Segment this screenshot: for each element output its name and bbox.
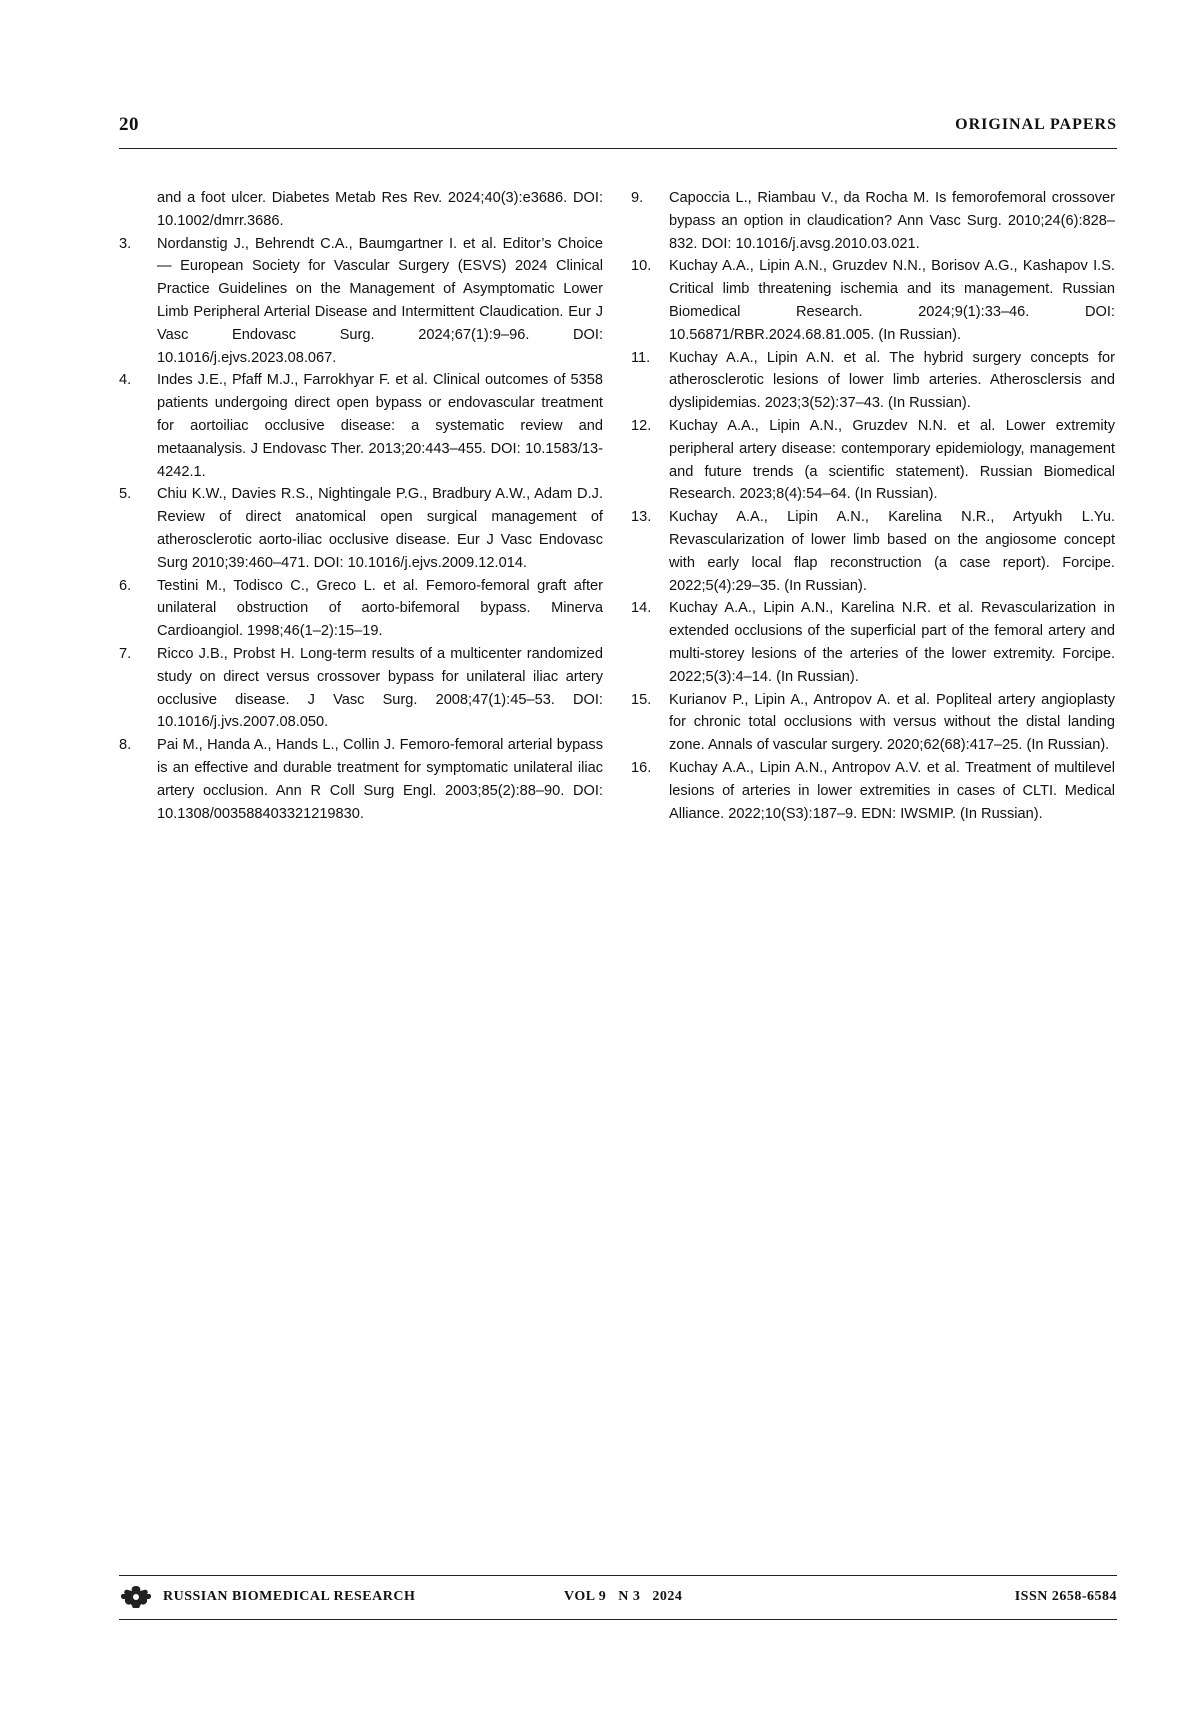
reference-item bbox=[631, 347, 1115, 415]
references-left-column bbox=[119, 187, 603, 825]
references-right-column bbox=[631, 187, 1115, 825]
reference-number: 7. bbox=[119, 645, 132, 662]
reference-number: 11. bbox=[631, 349, 651, 366]
reference-item bbox=[119, 575, 603, 643]
reference-item bbox=[631, 757, 1115, 825]
section-title: ORIGINAL PAPERS bbox=[955, 116, 1117, 133]
reference-text: Pai M., Handa A., Hands L., Collin J. Femoro-femoral arterial bypass is an effective and durable treatment for symptomatic unilateral iliac artery occlusion. Ann R Coll Surg Engl. 2003;85(2):88–90. DOI: 10.1308/003588403321219830. bbox=[157, 737, 603, 822]
reference-number: 16. bbox=[631, 759, 652, 776]
reference-text: Kurianov P., Lipin A., Antropov A. et al. Popliteal artery angioplasty for chronic total occlusions with versus without the distal landing zone. Annals of vascular surgery. 2020;62(68):417–25. (In Russian). bbox=[669, 691, 1115, 754]
reference-text: Kuchay A.A., Lipin A.N., Antropov A.V. et al. Treatment of multilevel lesions of arteries in lower extremities in cases of CLTI. Medical Alliance. 2022;10(S3):187–9. EDN: IWSMIP. (In Russian). bbox=[669, 759, 1115, 822]
reference-number: 6. bbox=[119, 577, 132, 594]
reference-text: Ricco J.B., Probst H. Long-term results of a multicenter randomized study on direct versus crossover bypass for unilateral iliac artery occlusive disease. J Vasc Surg. 2008;47(1):45–53. DOI: 10.1016/j.jvs.2007.08.050. bbox=[157, 645, 603, 731]
reference-text: Chiu K.W., Davies R.S., Nightingale P.G., Bradbury A.W., Adam D.J. Review of direct anatomical open surgical management of atherosclerotic aorto-iliac occlusive disease. Eur J Vasc Endovasc Surg 2010;39:460–471. DOI: 10.1016/j.ejvs.2009.12.014. bbox=[157, 486, 603, 571]
journal-emblem-icon bbox=[119, 1584, 153, 1610]
reference-text: Testini M., Todisco C., Greco L. et al. Femoro-femoral graft after unilateral obstruction of aorto-bifemoral bypass. Minerva Cardioangiol. 1998;46(1–2):15–19. bbox=[157, 577, 603, 640]
reference-number: 8. bbox=[119, 737, 132, 754]
reference-number: 13. bbox=[631, 509, 652, 526]
reference-item bbox=[119, 369, 603, 483]
reference-text: Indes J.E., Pfaff M.J., Farrokhyar F. et al. Clinical outcomes of 5358 patients undergoing direct open bypass or endovascular treatment for aortoiliac occlusive disease: a systematic review and metaanalysis. J Endovasc Ther. 2013;20:443–455. DOI: 10.1583/13-4242.1. bbox=[157, 372, 603, 480]
reference-number: 4. bbox=[119, 372, 132, 389]
reference-text: Capoccia L., Riambau V., da Rocha M. Is femorofemoral crossover bypass an option in claudication? Ann Vasc Surg. 2010;24(6):828–832. DOI: 10.1016/j.avsg.2010.03.021. bbox=[669, 190, 1115, 252]
reference-number: 9. bbox=[631, 190, 644, 206]
reference-item bbox=[631, 415, 1115, 506]
reference-number: 12. bbox=[631, 417, 652, 434]
reference-item bbox=[631, 255, 1115, 346]
reference-text: Nordanstig J., Behrendt C.A., Baumgartner I. et al. Editor’s Choice — European Society for Vascular Surgery (ESVS) 2024 Clinical Practice Guidelines on the Management of Asymptomatic Lower Limb Peripheral Arterial Disease and Intermittent Claudication. Eur J Vasc Endovasc Surg. 2024;67(1):9–96. DOI: 10.1016/j.ejvs.2023.08.067. bbox=[157, 235, 603, 366]
reference-item bbox=[119, 734, 603, 825]
reference-item bbox=[631, 689, 1115, 757]
reference-item bbox=[119, 187, 603, 233]
reference-number: 10. bbox=[631, 258, 652, 275]
reference-item bbox=[631, 506, 1115, 597]
reference-text: Kuchay A.A., Lipin A.N., Karelina N.R. et al. Revascularization in extended occlusions of the superficial part of the femoral artery and multi-storey lesions of the arteries of the lower extremity. Forcipe. 2022;5(3):4–14. (In Russian). bbox=[669, 600, 1115, 685]
reference-item bbox=[119, 233, 603, 370]
reference-text: Kuchay A.A., Lipin A.N., Gruzdev N.N., Borisov A.G., Kashapov I.S. Critical limb threatening ischemia and its management. Russian Biomedical Research. 2024;9(1):33–46. DOI: 10.56871/RBR.2024.68.81.005. (In Russian). bbox=[669, 258, 1115, 343]
journal-name: RUSSIAN BIOMEDICAL RESEARCH bbox=[163, 1589, 416, 1604]
running-footer bbox=[119, 1575, 1117, 1620]
issn: ISSN 2658-6584 bbox=[1014, 1589, 1117, 1604]
reference-number: 3. bbox=[119, 235, 132, 252]
reference-text: Kuchay A.A., Lipin A.N., Karelina N.R., Artyukh L.Yu. Revascularization of lower limb based on the angiosome concept with early local flap reconstruction (a case report). Forcipe. 2022;5(4):29–35. (In Russian). bbox=[669, 509, 1115, 594]
reference-item bbox=[119, 483, 603, 574]
reference-text: and a foot ulcer. Diabetes Metab Res Rev. 2024;40(3):e3686. DOI: 10.1002/dmrr.3686. bbox=[157, 190, 603, 229]
reference-item bbox=[631, 597, 1115, 688]
reference-text: Kuchay A.A., Lipin A.N. et al. The hybrid surgery concepts for atherosclerotic lesions of lower limb arteries. Atherosclersis and dyslipidemias. 2023;3(52):37–43. (In Russian). bbox=[669, 349, 1115, 412]
reference-text: Kuchay A.A., Lipin A.N., Gruzdev N.N. et al. Lower extremity peripheral artery disease: contemporary epidemiology, management and future trends (a scientific statement). Russian Biomedical Research. 2023;8(4):54–64. (In Russian). bbox=[669, 417, 1115, 503]
reference-number: 15. bbox=[631, 691, 652, 708]
page-number: 20 bbox=[119, 114, 139, 135]
running-header bbox=[119, 108, 1117, 149]
reference-item bbox=[631, 187, 1115, 255]
volume-issue: VOL 9 N 3 2024 bbox=[564, 1589, 683, 1604]
reference-number: 5. bbox=[119, 486, 132, 503]
reference-number: 14. bbox=[631, 600, 652, 617]
reference-item bbox=[119, 643, 603, 734]
